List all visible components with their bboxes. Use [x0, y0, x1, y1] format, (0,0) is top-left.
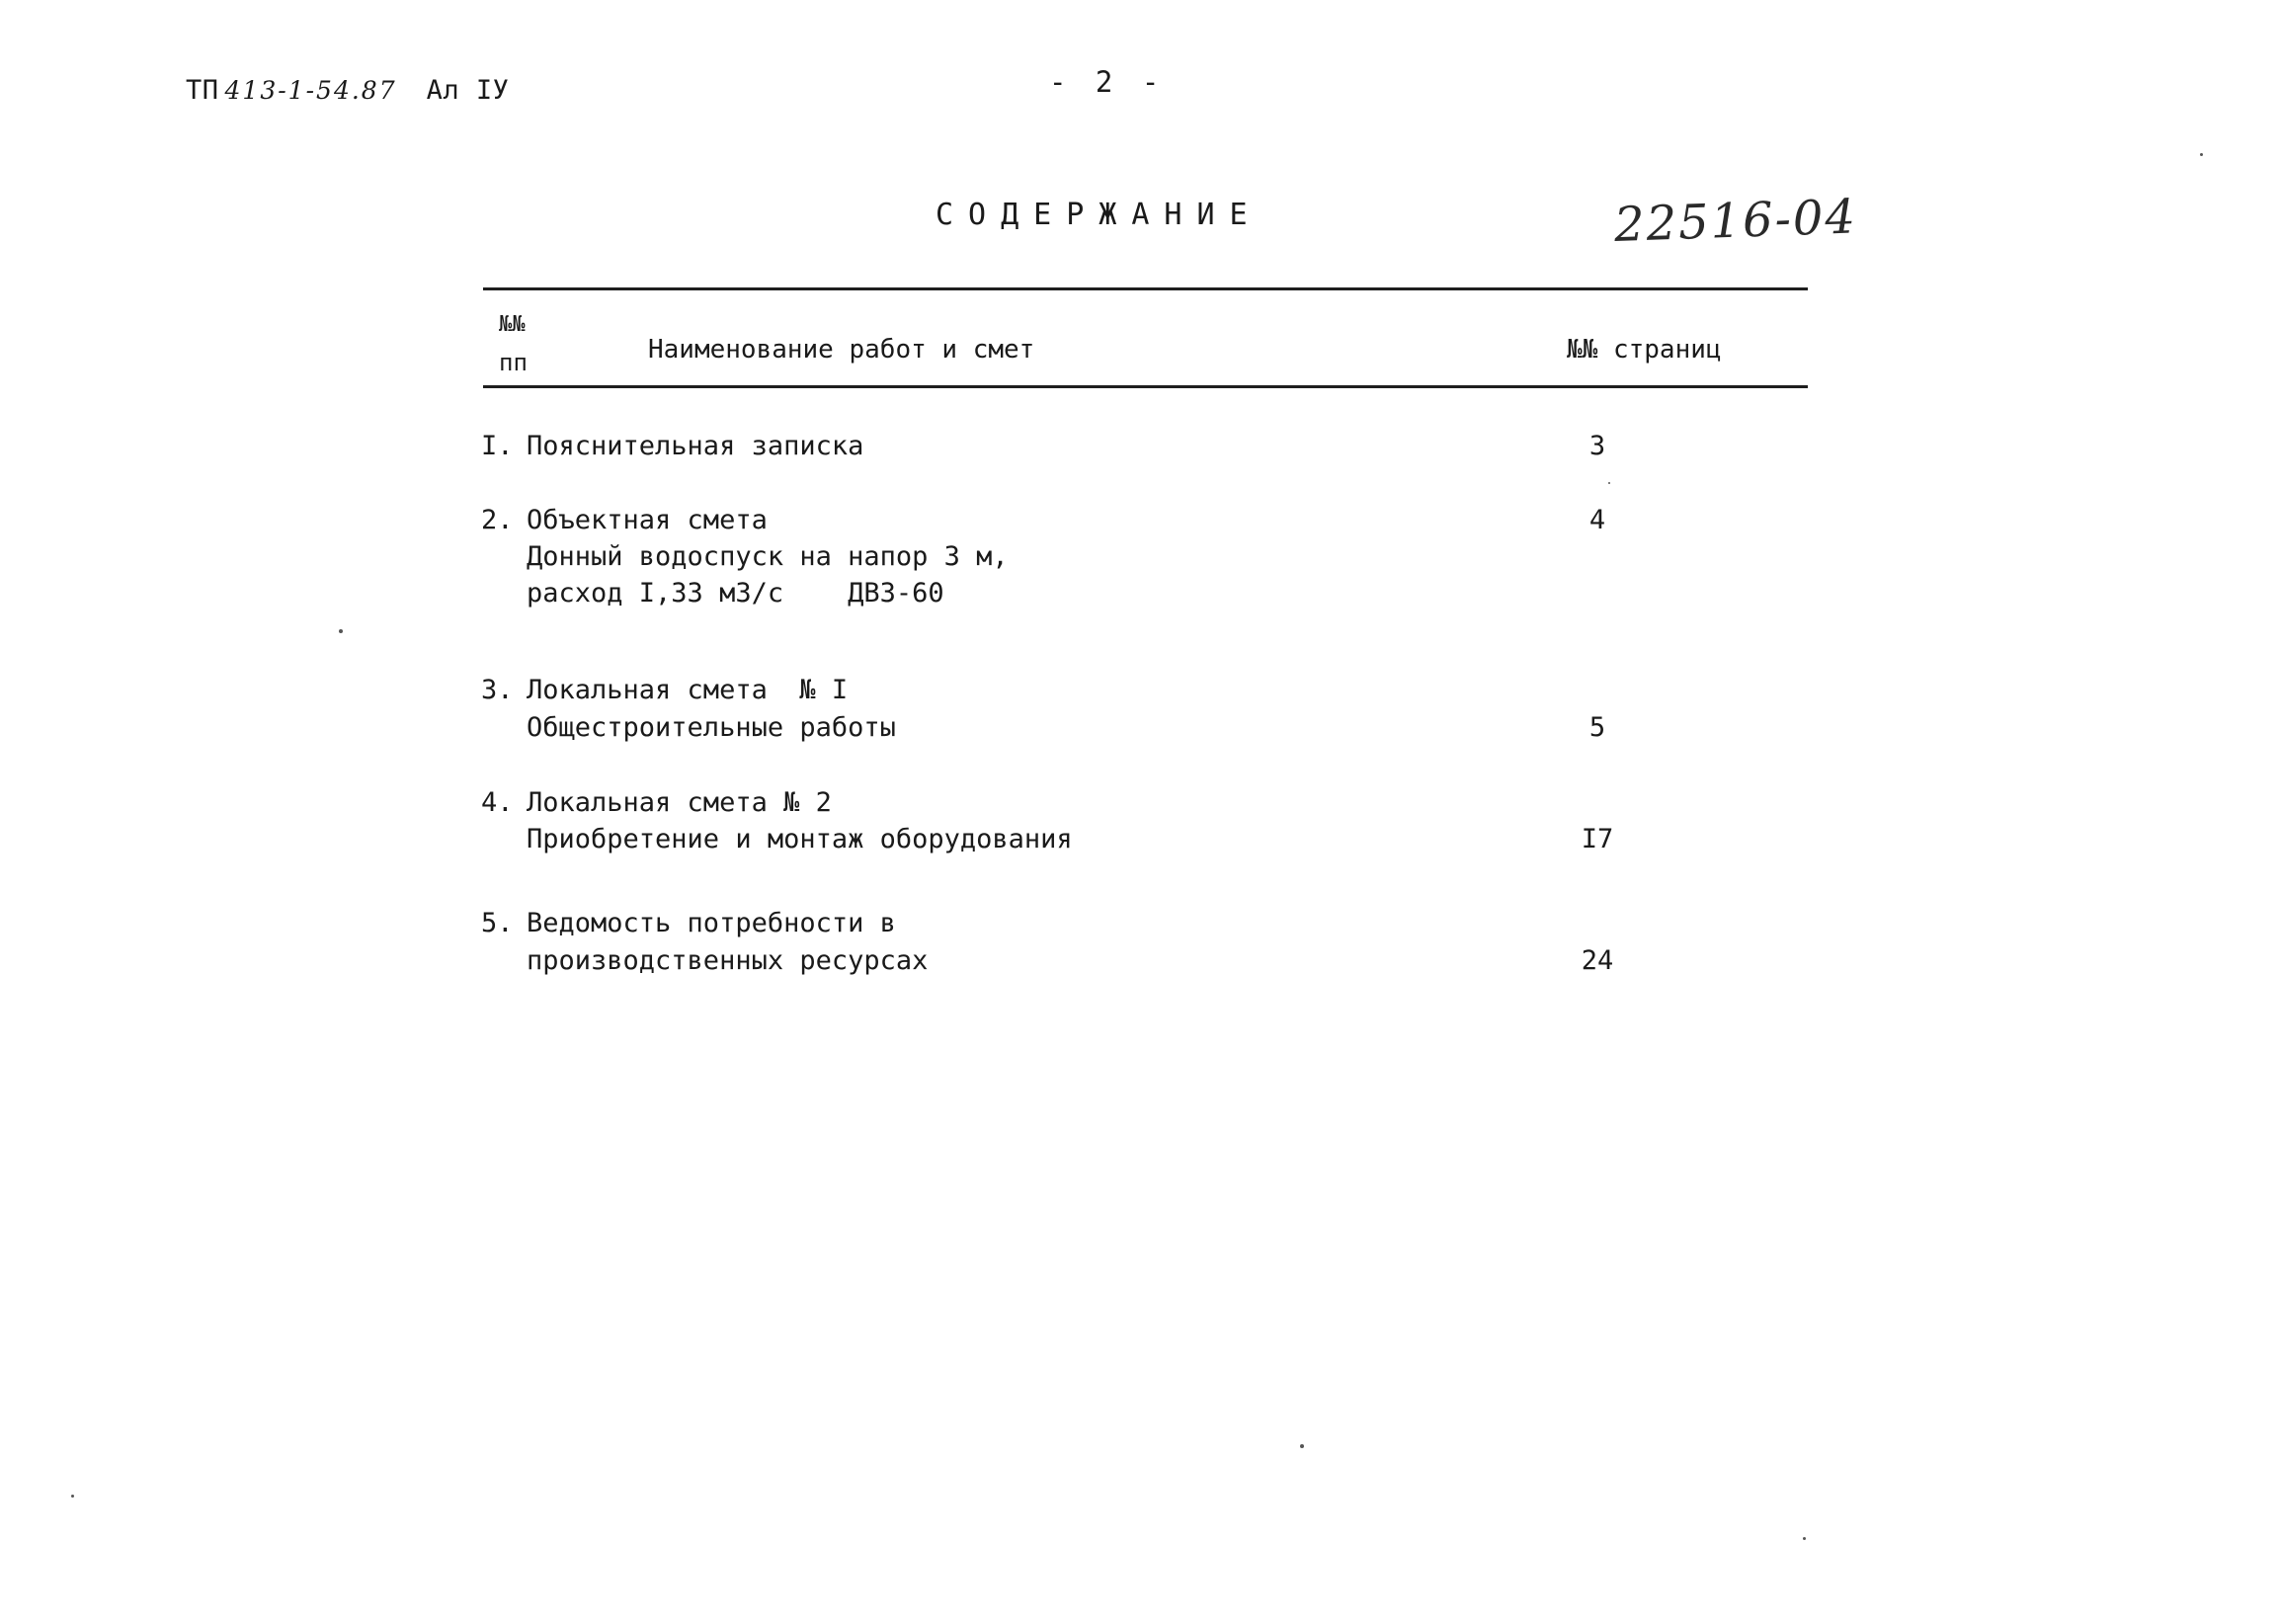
document-code [186, 75, 509, 106]
row-description: производственных ресурсах [527, 945, 929, 976]
row-title: Объектная смета [527, 505, 768, 535]
column-header-pages: №№ страниц [1567, 335, 1722, 365]
row-page: 3 [1588, 431, 1606, 461]
document-code-number: 413-1-54.87 [224, 76, 397, 105]
row-description: Приобретение и монтаж оборудования [527, 824, 1073, 854]
row-number: 4. [481, 787, 514, 818]
scan-speck [2200, 153, 2203, 156]
scan-speck [71, 1495, 74, 1498]
row-page: 4 [1588, 505, 1606, 535]
row-description: Общестроительные работы [527, 712, 896, 743]
scan-speck [339, 629, 343, 633]
row-number: 3. [481, 675, 514, 705]
column-header-number-line1: №№ [499, 312, 526, 337]
row-title: Локальная смета № 2 [527, 787, 832, 818]
table-header-rule [483, 385, 1808, 388]
row-number: 2. [481, 505, 514, 535]
row-page: 5 [1588, 712, 1606, 743]
row-title: Ведомость потребности в [527, 908, 896, 938]
sheet-label: Ал IУ [426, 75, 510, 106]
row-number: I. [481, 431, 514, 461]
scan-speck [1803, 1537, 1806, 1540]
table-top-rule [483, 287, 1808, 290]
row-title: Локальная смета № I [527, 675, 849, 705]
row-page: 24 [1581, 945, 1614, 976]
column-header-name: Наименование работ и смет [648, 335, 1035, 365]
column-header-number-line2: пп [499, 349, 528, 376]
document-code-prefix: ТП [186, 75, 219, 106]
row-description: расход I,33 м3/с ДВЗ-60 [527, 578, 944, 609]
page-number: - 2 - [1049, 65, 1166, 99]
document-title: СОДЕРЖАНИЕ [936, 198, 1262, 232]
scan-speck [1300, 1444, 1304, 1448]
archive-number: 22516-04 [1613, 189, 1858, 253]
row-number: 5. [481, 908, 514, 938]
row-page: I7 [1581, 824, 1614, 854]
row-description: Донный водоспуск на напор 3 м, [527, 541, 1009, 572]
row-title: Пояснительная записка [527, 431, 864, 461]
scan-speck [1608, 482, 1610, 484]
